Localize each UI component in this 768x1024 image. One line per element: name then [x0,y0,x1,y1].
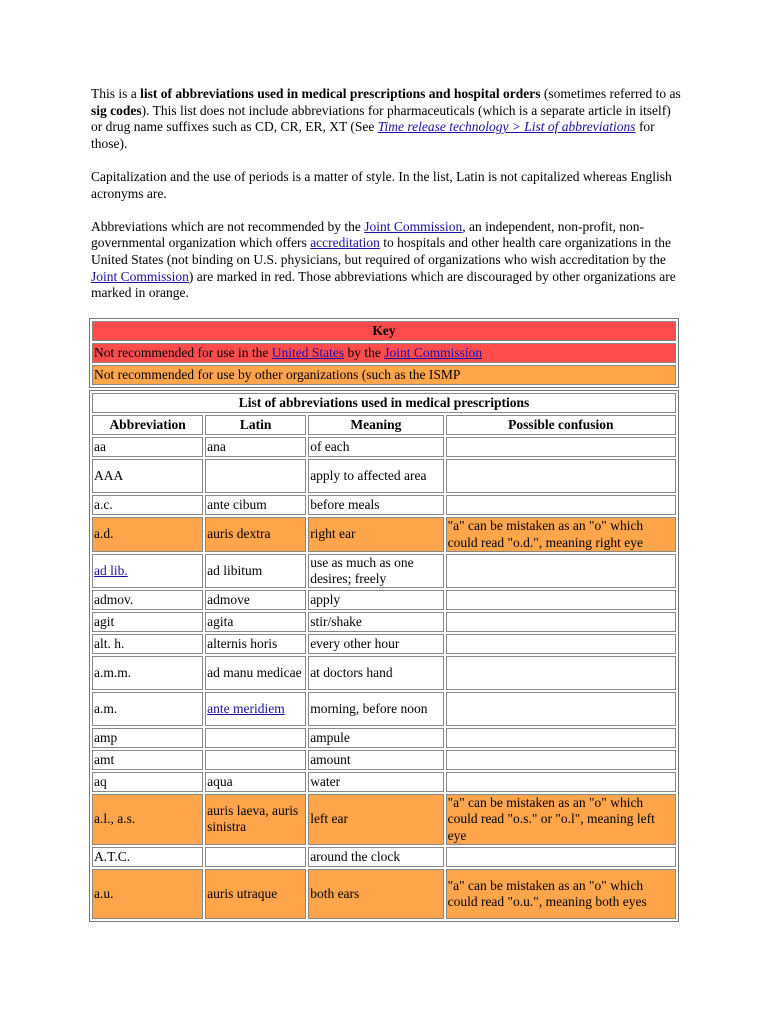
table-row [92,517,676,551]
latin-cell [205,847,306,867]
joint-commission-link[interactable]: Joint Commission [364,218,463,234]
intro-text: (sometimes referred to as [540,86,681,101]
table-row [92,656,676,690]
key-orange-row: Not recommended for use by other organizations (such as the ISMP [92,365,676,385]
table-row [92,634,676,654]
latin-cell: alternis horis [205,634,306,654]
confusion-cell [446,437,676,457]
header-possible-confusion: Possible confusion [446,415,676,435]
united-states-link[interactable]: United States [271,345,345,361]
meaning-cell: amount [308,750,443,770]
meaning-cell: of each [308,437,443,457]
confusion-cell [446,728,676,748]
latin-cell: agita [205,612,306,632]
abbreviation-cell: AAA [92,459,203,493]
key-red-row [92,343,676,363]
confusion-cell: "a" can be mistaken as an "o" which could read "o.d.", meaning right eye [446,517,676,551]
confusion-cell [446,692,676,726]
header-abbreviation: Abbreviation [92,415,203,435]
latin-cell: auris dextra [205,517,306,551]
intro-paragraph-1 [91,86,681,152]
meaning-cell: right ear [308,517,443,551]
table-row [92,459,676,493]
table-row [92,750,676,770]
confusion-cell [446,554,676,588]
abbreviation-cell: a.c. [92,495,203,515]
time-release-link[interactable]: Time release technology > List of abbreviations [377,119,636,135]
latin-cell: aqua [205,772,306,792]
confusion-cell [446,656,676,690]
meaning-cell: before meals [308,495,443,515]
latin-cell: ana [205,437,306,457]
table-row [92,692,676,726]
latin-cell [205,692,306,726]
abbreviation-cell: alt. h. [92,634,203,654]
table-row [92,794,676,845]
table-body [92,437,676,918]
abbreviation-cell: amt [92,750,203,770]
table-row [92,772,676,792]
table-row [92,495,676,515]
table-row [92,728,676,748]
abbreviation-cell: A.T.C. [92,847,203,867]
latin-cell [205,750,306,770]
meaning-cell: around the clock [308,847,443,867]
table-row [92,847,676,867]
table-title: List of abbreviations used in medical prescriptions [92,393,676,413]
meaning-cell: apply to affected area [308,459,443,493]
table-row [92,590,676,610]
intro-text: ). This list does not include abbreviations for pharmaceuticals (which is a separate article in itself) or drug name suffixes such as CD, CR, ER, XT (See [91,102,671,135]
meaning-cell: ampule [308,728,443,748]
abbreviation-cell: agit [92,612,203,632]
meaning-cell: morning, before noon [308,692,443,726]
intro-bold-title: list of abbreviations used in medical prescriptions and hospital orders [140,86,541,101]
intro-text: This is a [91,86,141,101]
header-latin: Latin [205,415,306,435]
meaning-cell: left ear [308,794,443,845]
confusion-cell [446,750,676,770]
meaning-cell: use as much as one desires; freely [308,554,443,588]
accreditation-link[interactable]: accreditation [310,235,380,251]
meaning-cell: stir/shake [308,612,443,632]
abbreviation-cell: amp [92,728,203,748]
key-red-text: by the [344,345,385,361]
confusion-cell [446,459,676,493]
header-meaning: Meaning [308,415,443,435]
confusion-cell [446,495,676,515]
table-row [92,437,676,457]
meaning-cell: both ears [308,869,443,919]
intro-paragraph-2: Capitalization and the use of periods is a matter of style. In the list, Latin is not capitalized whereas English acronyms are. [91,168,672,201]
intro-paragraph-3 [91,219,681,302]
latin-cell: ante cibum [205,495,306,515]
table-header-row [92,415,676,435]
key-red-text: Not recommended for use in the [94,345,272,361]
confusion-cell [446,847,676,867]
joint-commission-link-2[interactable]: Joint Commission [91,268,189,284]
abbreviation-cell: a.l., a.s. [92,794,203,845]
latin-cell-link[interactable]: ante meridiem [207,701,285,717]
confusion-cell [446,612,676,632]
intro-bold-sig-codes: sig codes [91,102,142,118]
abbreviation-cell: a.m. [92,692,203,726]
abbreviation-cell: admov. [92,590,203,610]
confusion-cell [446,590,676,610]
abbreviation-cell [92,554,203,588]
latin-cell: admove [205,590,306,610]
abbreviation-cell: a.d. [92,517,203,551]
table-row [92,869,676,919]
key-table [89,318,679,388]
key-title: Key [92,321,676,341]
latin-cell: ad manu medicae [205,656,306,690]
latin-cell [205,459,306,493]
table-row [92,554,676,588]
meaning-cell: apply [308,590,443,610]
abbreviations-table [89,390,679,921]
document-page [91,86,681,922]
meaning-cell: water [308,772,443,792]
confusion-cell: "a" can be mistaken as an "o" which could read "o.u.", meaning both eyes [446,869,676,919]
confusion-cell [446,634,676,654]
abbreviation-cell: a.u. [92,869,203,919]
intro-text: for those). [91,119,655,151]
abbreviation-cell: aq [92,772,203,792]
confusion-cell [446,772,676,792]
meaning-cell: every other hour [308,634,443,654]
confusion-cell: "a" can be mistaken as an "o" which could read "o.s." or "o.l", meaning left eye [446,794,676,845]
intro-text: Abbreviations which are not recommended by the [91,218,365,234]
joint-commission-key-link[interactable]: Joint Commission [384,345,483,361]
latin-cell: ad libitum [205,554,306,588]
abbreviation-cell: aa [92,437,203,457]
abbreviation-cell: a.m.m. [92,656,203,690]
intro-text: ) are marked in red. Those abbreviations which are discouraged by other organizations are marked in orange. [91,268,676,301]
abbreviation-cell-link[interactable]: ad lib. [94,562,128,578]
table-row [92,612,676,632]
intro-text: , an independent, non-profit, non-governmental organization which offers [91,218,645,251]
latin-cell: auris utraque [205,869,306,919]
latin-cell: auris laeva, auris sinistra [205,794,306,845]
meaning-cell: at doctors hand [308,656,443,690]
latin-cell [205,728,306,748]
intro-text: to hospitals and other health care organizations in the United States (not binding on U.S. physicians, but required of organizations who wish accreditation by the [91,235,671,267]
